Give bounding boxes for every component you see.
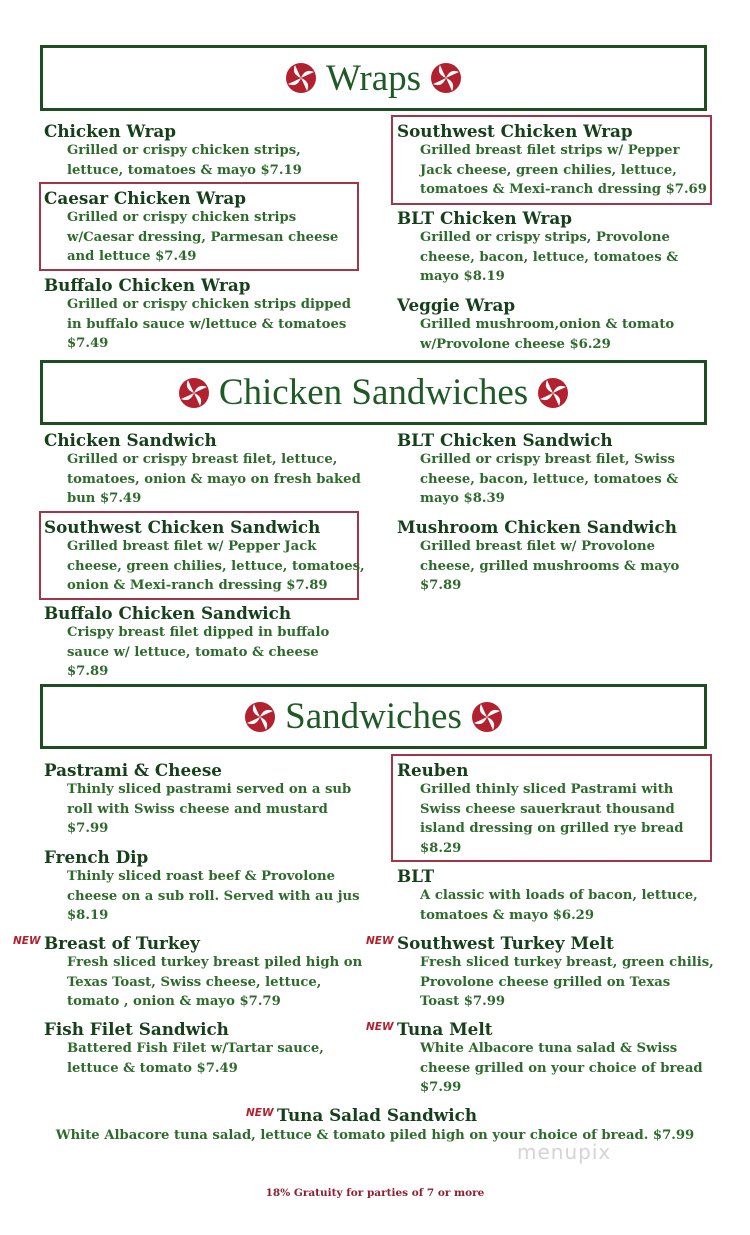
menu-item-breast-of-turkey [44,933,362,1012]
item-name: Southwest Turkey Melt [397,933,614,953]
new-badge: NEW [246,1107,274,1119]
menu-item-french-dip [44,847,360,926]
menu-item-tuna-melt [397,1019,703,1098]
new-badge: NEW [366,1021,394,1033]
section-title: Chicken Sandwiches [218,372,529,413]
item-desc-line: Grilled breast filet w/ Pepper Jack [67,539,317,554]
item-desc-line: cheese grilled on your choice of bread [420,1060,703,1076]
item-name: Breast of Turkey [44,933,200,953]
gratuity-note: 18% Gratuity for parties of 7 or more [265,1187,485,1199]
item-desc-line: Battered Fish Filet w/Tartar sauce, [67,1041,324,1056]
item-desc-line: w/Provolone cheese $6.29 [420,336,611,352]
item-desc-line: bun $7.49 [67,491,142,506]
item-desc-line: tomato , onion & mayo $7.79 [67,994,281,1009]
item-desc-line: Fresh sliced turkey breast, green chilis, [420,955,714,970]
item-name: Mushroom Chicken Sandwich [397,517,677,537]
menu-item-buffalo-chicken-sandwich [44,603,329,682]
item-desc-line: roll with Swiss cheese and mustard [67,801,328,817]
item-desc-line: Swiss cheese sauerkraut thousand [420,801,675,817]
item-desc-line: cheese, bacon, lettuce, tomatoes & [420,249,679,265]
item-desc-line: tomatoes & Mexi-ranch dressing $7.69 [420,182,707,197]
item-name: Buffalo Chicken Wrap [44,275,251,295]
menu-item-fish-filet-sandwich [44,1019,324,1078]
menu-item-reuben [397,760,684,858]
item-desc-line: cheese, grilled mushrooms & mayo [420,558,680,574]
item-name: Pastrami & Cheese [44,760,222,780]
swirl-icon [243,700,277,734]
item-desc-line: Grilled or crispy breast filet, lettuce, [67,452,338,467]
item-desc-line: Thinly sliced roast beef & Provolone [67,869,335,884]
swirl-icon [470,700,504,734]
item-desc-line: $7.99 [67,821,109,836]
item-desc-line: Fresh sliced turkey breast piled high on [67,955,363,970]
item-desc-line: tomatoes, onion & mayo on fresh baked [67,471,361,487]
item-desc-line: Grilled breast filet w/ Provolone [420,539,655,554]
swirl-icon [177,376,211,410]
menu-item-southwest-turkey-melt [397,933,714,1012]
item-name: Southwest Chicken Wrap [397,121,633,141]
item-desc-line: Grilled or crispy chicken strips, [67,143,301,158]
section-title: Sandwiches [285,696,462,737]
swirl-icon [284,61,318,95]
item-desc-line: lettuce & tomato $7.49 [67,1060,238,1076]
item-desc-line: Crispy breast filet dipped in buffalo [67,625,330,640]
new-badge: NEW [366,935,394,947]
item-desc-line: Thinly sliced pastrami served on a sub [67,782,352,797]
item-desc-line: onion & Mexi-ranch dressing $7.89 [67,578,328,593]
menu-item-blt-chicken-sandwich [397,430,678,509]
new-badge: NEW [13,935,41,947]
item-desc-line: Toast $7.99 [420,994,506,1009]
item-desc-line: island dressing on grilled rye bread [420,821,684,836]
item-desc-line: w/Caesar dressing, Parmesan cheese [67,229,339,245]
item-desc-line: tomatoes & mayo $6.29 [420,907,595,923]
item-desc-line: $8.29 [420,840,462,856]
item-desc-line: White Albacore tuna salad, lettuce & tomato piled high on your choice of bread. $7.99 [55,1128,695,1143]
item-desc-line: mayo $8.19 [420,269,505,284]
item-desc-line: Texas Toast, Swiss cheese, lettuce, [67,974,322,990]
item-desc-line: and lettuce $7.49 [67,249,197,264]
item-name: BLT Chicken Wrap [397,208,572,228]
item-desc-line: cheese, bacon, lettuce, tomatoes & [420,471,679,487]
item-name: Chicken Wrap [44,121,177,141]
item-name: Tuna Salad Sandwich [277,1105,478,1125]
section-title: Wraps [325,57,422,99]
item-name: Fish Filet Sandwich [44,1019,229,1039]
menu-item-tuna-salad-sandwich [277,1105,477,1125]
menu-item-caesar-chicken-wrap [44,188,338,267]
menu-item-chicken-sandwich [44,430,361,509]
section-header-wraps [40,45,707,111]
item-desc-line: Grilled or crispy strips, Provolone [420,230,670,245]
menu-item-blt [397,866,698,925]
item-desc-line: $7.89 [420,578,462,593]
menu-item-veggie-wrap [397,295,674,354]
swirl-icon [429,61,463,95]
item-desc-line: $7.89 [67,664,109,679]
item-desc-line: mayo $8.39 [420,491,505,506]
item-desc-line: in buffalo sauce w/lettuce & tomatoes [67,316,347,332]
item-desc-line: Grilled mushroom,onion & tomato [420,317,675,332]
menu-item-blt-chicken-wrap [397,208,678,287]
item-desc-line: Grilled or crispy breast filet, Swiss [420,452,675,467]
menu-item-southwest-chicken-wrap [397,121,707,200]
menu-item-pastrami-cheese [44,760,351,839]
item-desc-line: Grilled or crispy chicken strips [67,210,297,225]
item-desc-line: lettuce, tomatoes & mayo $7.19 [67,162,302,178]
item-desc-line: White Albacore tuna salad & Swiss [420,1041,678,1056]
menu-item-mushroom-chicken-sandwich [397,517,679,596]
item-name: Southwest Chicken Sandwich [44,517,321,537]
item-desc-line: Grilled breast filet strips w/ Pepper [420,143,680,158]
item-name: BLT [397,866,435,886]
item-desc-line: cheese on a sub roll. Served with au jus [67,888,360,904]
item-desc-line: sauce w/ lettuce, tomato & cheese [67,644,319,660]
item-name: Reuben [397,760,469,780]
menu-item-southwest-chicken-sandwich [44,517,365,596]
item-name: Tuna Melt [397,1019,493,1039]
item-desc-line: Jack cheese, green chilies, lettuce, [420,162,677,178]
item-desc-line: $8.19 [67,908,109,923]
section-header-sandwiches [40,684,707,749]
item-desc-line: $7.99 [420,1080,462,1095]
item-name: Veggie Wrap [397,295,516,315]
item-name: BLT Chicken Sandwich [397,430,613,450]
item-desc-line: $7.49 [67,336,109,351]
item-desc-line: Grilled or crispy chicken strips dipped [67,297,352,312]
item-desc-line: A classic with loads of bacon, lettuce, [420,888,698,903]
swirl-icon [536,376,570,410]
watermark: menupix [517,1140,612,1164]
item-desc-line: Grilled thinly sliced Pastrami with [420,782,674,797]
item-name: Caesar Chicken Wrap [44,188,246,208]
section-header-chicken-sandwiches [40,360,707,425]
item-desc-line: Provolone cheese grilled on Texas [420,974,671,990]
menu-item-chicken-wrap [44,121,302,180]
item-desc-line: cheese, green chilies, lettuce, tomatoes, [67,558,365,574]
item-name: French Dip [44,847,149,867]
item-name: Buffalo Chicken Sandwich [44,603,292,623]
item-name: Chicken Sandwich [44,430,217,450]
menu-item-buffalo-chicken-wrap [44,275,351,354]
